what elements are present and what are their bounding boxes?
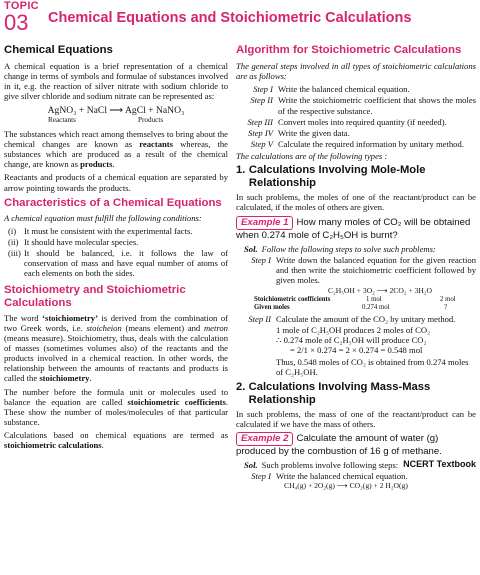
calc-line: = 2/1 × 0.274 = 2 × 0.274 = 0.548 mol: [290, 345, 423, 356]
text-span: The number before the formula unit or molecules used to balance the equation are called: [4, 386, 228, 407]
item-number: (iii): [8, 248, 21, 259]
item-text: It must be consistent with the experimental facts.: [24, 225, 193, 236]
solution-label: Sol.: [244, 243, 258, 254]
list-item: [8, 226, 228, 236]
silver-nitrate-equation: AgNO₃ + NaCl ⟶ AgCl + NaNO₃: [47, 104, 185, 116]
solution-intro: [244, 244, 476, 254]
section-2-paragraph: In such problems, the mass of one of the reactant/product can be calculated if we have the mass of others.: [236, 408, 476, 430]
calculations-paragraph: [4, 430, 228, 450]
products-label: Products: [138, 115, 164, 124]
step-text: Write down the balanced equation for the given reaction and then write the stoichiometric coefficient followed by given moles.: [276, 254, 476, 285]
section-title: Calculations Involving Mass-Mass Relationship: [248, 380, 431, 406]
step-text: Write the stoichiometric coefficient that shows the moles of the respective substance.: [278, 95, 476, 116]
step-label: Step II: [250, 95, 273, 106]
reactants-label: Reactants: [48, 115, 76, 124]
step-label: Step IV: [247, 127, 273, 138]
ethanol-combustion-equation: C₂H₅OH + 3O₂ ⟶ 2CO₂ + 3H₂O: [328, 286, 432, 296]
stoichiometry-paragraph: [4, 313, 228, 384]
text-span: .: [89, 373, 92, 384]
equation-labels: [4, 116, 228, 126]
example-1-question: [236, 216, 476, 242]
topic-number: 03: [4, 10, 29, 35]
metron-term: metron: [203, 322, 228, 333]
reactants-products-definition: [4, 129, 228, 170]
right-column: [236, 44, 476, 491]
stoichiometry-term: ‘stoichiometry’: [42, 312, 98, 323]
calc-line: ∴ 0.274 mole of C₂H₅OH will produce CO₂: [276, 335, 427, 346]
step-text: Calculate the amount of the CO₂ by unitary method.: [276, 314, 456, 325]
text-span: The word: [4, 312, 43, 323]
step-text: Convert moles into required quantity (if needed).: [278, 116, 447, 127]
section-number: 1.: [236, 164, 246, 177]
calculations-term: stoichiometric calculations: [4, 440, 102, 451]
algorithm-heading: Algorithm for Stoichiometric Calculations: [236, 44, 462, 56]
solution-label: Sol.: [244, 460, 258, 471]
characteristics-intro: A chemical equation must fulfill the following conditions:: [4, 212, 202, 223]
stoichiometry-table: [244, 296, 476, 314]
step-label: Step III: [247, 116, 273, 127]
example-1-solution: [244, 244, 476, 377]
methane-combustion-equation: CH₄(g) + 2O₂(g) ⟶ CO₂(g) + 2 H₂O(g): [284, 481, 408, 491]
list-item: [8, 237, 228, 247]
calc-line: Thus, 0.548 moles of CO₂ is obtained from 0.274 moles of C₂H₅OH.: [276, 356, 469, 377]
step-row: [244, 314, 476, 324]
question-text: Calculate the amount of water (g) produced by the combustion of 16 g of methane.: [236, 433, 442, 458]
topic-word: TOPIC: [4, 0, 39, 12]
coeff-label: Stoichiometric coefficients: [254, 296, 331, 304]
given-label: Given moles: [254, 304, 290, 312]
text-span: Calculations based on chemical equations are termed as: [4, 430, 228, 441]
coeff-value: 1 mol: [366, 296, 382, 304]
question-text: How many moles of CO₂ will be obtained when 0.274 mole of C₂H₅OH is burnt?: [236, 216, 471, 241]
calc-line: 1 mole of C₂H₅OH produces 2 moles of CO₂: [276, 325, 431, 336]
coefficients-term: stoichiometric coefficients: [127, 396, 226, 407]
list-item: [8, 248, 228, 278]
text-span: whereas, the substances which are produced as a result of the chemical change, are known as: [4, 139, 228, 170]
text-span: .: [101, 440, 104, 451]
item-text: It should have molecular species.: [24, 237, 139, 247]
calculation-types-intro: The calculations are of the following types :: [236, 151, 388, 162]
text-span: The substances which react among themselves to bring about the chemical changes are known as: [4, 128, 228, 150]
algorithm-intro: The general steps involved in all types of stoichiometric calculations are as follows:: [236, 61, 476, 82]
stoichiometry-heading: Stoichiometry and Stoichiometric Calculations: [4, 283, 186, 309]
chemical-equations-heading: Chemical Equations: [4, 44, 113, 56]
step-row: [244, 471, 476, 481]
step-row: [246, 84, 476, 94]
text-span: (means measure). Stoichiometry, thus, deals with the calculation of masses (sometimes volumes also) of the reactants and the products involved in a chemical reaction. In other words, the relationship between the amounts of reactants and products is called the: [4, 332, 228, 384]
stoicheion-term: stoicheion: [86, 322, 122, 333]
step-label: Step II: [248, 314, 271, 325]
page-title: Chemical Equations and Stoichiometric Calculations: [48, 10, 412, 26]
step-label: Step I: [253, 84, 273, 95]
section-1-heading: [236, 164, 476, 190]
text-span: (means element) and: [121, 322, 204, 333]
step-row: [246, 139, 476, 149]
topic-badge: [4, 1, 44, 35]
step-row: [246, 117, 476, 127]
section-1-paragraph: In such problems, the moles of one of the reactant/product can be calculated, if the moles of others are given.: [236, 192, 476, 213]
coeff-value: 2 mol: [440, 296, 456, 304]
given-value: 0.274 mol: [362, 304, 390, 312]
step-label: Step I: [251, 471, 271, 482]
given-value: ?: [444, 304, 448, 312]
left-column: [4, 44, 228, 453]
item-number: (ii): [8, 237, 19, 247]
conditions-list: [8, 226, 228, 279]
section-2-heading: [236, 381, 476, 407]
step-row: [246, 128, 476, 138]
step-text: Calculate the required information by unitary method.: [278, 138, 464, 149]
section-title: Calculations Involving Mole-Mole Relationship: [248, 164, 426, 190]
item-text: It should be balanced, i.e. it follows the law of conservation of mass and have equal number of atoms of each elements on both the sides.: [24, 248, 228, 279]
ncert-source: NCERT Textbook: [403, 459, 476, 470]
section-number: 2.: [236, 380, 246, 393]
text-span: . These show the number of moles/molecules of that particular substance.: [4, 396, 229, 427]
step-text: Write the given data.: [278, 127, 350, 138]
chemical-equations-paragraph: A chemical equation is a brief representation of a chemical change in terms of symbols and formulae of substances involved in it, e.g. the reaction of silver nitrate with sodium chloride to give silver chloride and sodium nitrate can be represented as:: [4, 61, 228, 102]
characteristics-heading: Characteristics of a Chemical Equations: [4, 196, 222, 209]
page-header: [0, 0, 480, 38]
text-span: .: [112, 159, 115, 170]
example-1-tag: Example 1: [236, 216, 293, 230]
example-2-tag: Example 2: [236, 432, 293, 446]
step-label: Step I: [251, 254, 271, 265]
item-number: (i): [8, 225, 17, 236]
step-label: Step V: [250, 138, 273, 149]
algorithm-steps: [246, 84, 476, 149]
step-row: [246, 95, 476, 115]
text-span: Such problems involve following steps:: [261, 460, 399, 471]
separation-paragraph: Reactants and products of a chemical equation are separated by arrow pointing towards the products.: [4, 172, 228, 193]
stoichiometry-bold: stoichiometry: [39, 373, 90, 384]
text-span: Follow the following steps to solve such problems:: [261, 243, 436, 254]
products-term: products: [80, 159, 113, 170]
step-text: Write the balanced chemical equation.: [276, 471, 408, 482]
step-text: Write the balanced chemical equation.: [278, 84, 410, 95]
unitary-calculation: [244, 325, 476, 377]
coefficients-paragraph: [4, 387, 228, 428]
reactants-term: reactants: [139, 139, 173, 150]
step-row: [244, 255, 476, 285]
text-span: is derived from the combination of two Greek words, i.e.: [4, 312, 228, 333]
